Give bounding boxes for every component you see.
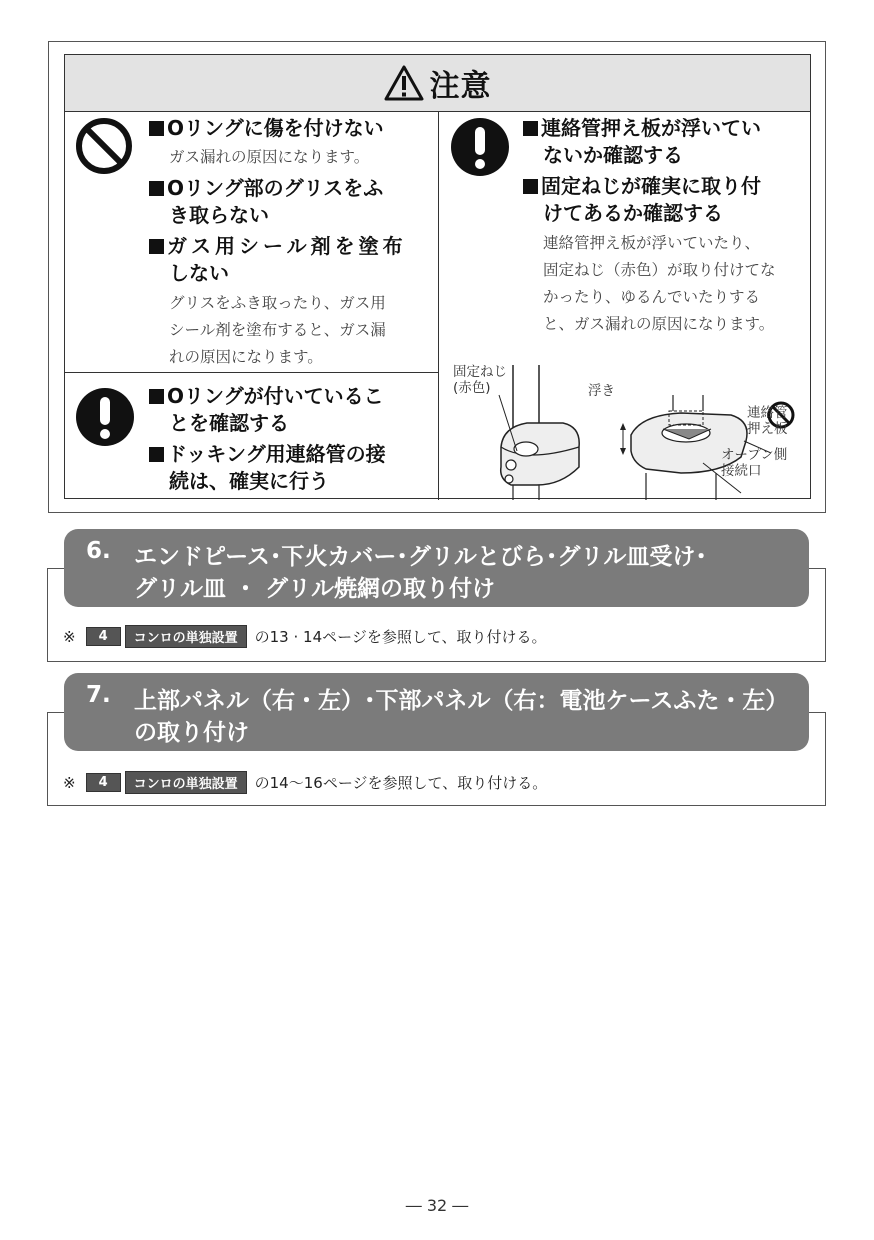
page-number: ― 32 ― — [405, 1196, 469, 1215]
caution-desc-gas-leak: ガス漏れの原因になります。 — [169, 148, 370, 166]
caution-desc-grease-line2: シール剤を塗布すると、ガス漏 — [169, 321, 386, 339]
section-6-note — [63, 625, 547, 648]
section-6-title-line2: グリル皿 ・ グリル焼網の取り付け — [134, 576, 496, 602]
caution-item-docking-cont: 続は、確実に行う — [169, 469, 329, 493]
section-7-title-line2: の取り付け — [134, 720, 249, 746]
caution-desc-grease-line3: れの原因になります。 — [169, 348, 323, 366]
caution-item-sealant: ガス用シール剤を塗布 — [149, 233, 407, 260]
reference-chapter-title: コンロの単独設置 — [125, 771, 247, 794]
label-open-port-cont: 接続口 — [721, 463, 762, 479]
caution-desc-grease-line1: グリスをふき取ったり、ガス用 — [169, 294, 386, 312]
caution-item-plate-float: 連絡管押え板が浮いてい — [523, 115, 761, 142]
caution-panel — [64, 54, 811, 499]
caution-desc-plate-line2: 固定ねじ（赤色）が取り付けてな — [543, 261, 776, 279]
row-divider — [65, 372, 438, 373]
prohibition-icon — [75, 117, 133, 175]
caution-desc-plate-line4: と、ガス漏れの原因になります。 — [543, 315, 775, 333]
label-float: 浮き — [588, 383, 615, 399]
caution-item-o-ring-scratch: Oリングに傷を付けない — [149, 115, 384, 142]
reference-chapter-badge: 4 — [86, 627, 121, 646]
label-open-port: オープン側 — [721, 447, 788, 463]
caution-item-sealant-cont: しない — [169, 261, 229, 285]
reference-chapter-badge: 4 — [86, 773, 121, 792]
caution-item-grease-cont: き取らない — [169, 203, 269, 227]
caution-item-o-ring-attached: Oリングが付いているこ — [149, 383, 384, 410]
note-mark: ※ — [63, 773, 76, 792]
note-text: の13 · 14ページを参照して、取り付ける。 — [254, 628, 547, 646]
label-fixing-screw: 固定ねじ — [453, 364, 507, 380]
caution-box — [48, 41, 826, 513]
exclamation-icon — [75, 387, 135, 447]
reference-chapter-title: コンロの単独設置 — [125, 625, 247, 648]
caution-item-screw-cont: けてあるか確認する — [543, 201, 723, 225]
caution-item-plate-float-cont: ないか確認する — [543, 143, 683, 167]
section-7-title-line1: 上部パネル（右・左）･下部パネル（右：電池ケースふた・左） — [134, 688, 789, 714]
caution-title: 注意 — [429, 69, 492, 104]
caution-item-o-ring-attached-cont: とを確認する — [169, 411, 289, 435]
caution-item-grease: Oリング部のグリスをふ — [149, 175, 383, 202]
caution-desc-plate-line1: 連絡管押え板が浮いていたり、 — [543, 234, 761, 252]
section-6-banner — [64, 529, 809, 607]
section-7-note — [63, 771, 547, 794]
column-divider — [438, 111, 439, 500]
warning-triangle-icon — [384, 65, 424, 101]
label-connecting-plate-cont: 押え板 — [747, 421, 788, 437]
caution-desc-plate-line3: かったり、ゆるんでいたりする — [543, 288, 761, 306]
caution-item-docking: ドッキング用連絡管の接 — [149, 441, 386, 468]
label-fixing-screw-color: (赤色) — [453, 380, 491, 396]
label-connecting-plate: 連絡管 — [747, 405, 788, 421]
section-6-number: 6. — [86, 538, 111, 564]
note-mark: ※ — [63, 627, 76, 646]
section-7-number: 7. — [86, 682, 111, 708]
section-6-title-line1: エンドピース･下火カバー･グリルとびら･グリル皿受け･ — [134, 544, 707, 570]
exclamation-icon — [450, 117, 510, 177]
caution-header — [65, 55, 810, 112]
caution-item-screw: 固定ねじが確実に取り付 — [523, 173, 761, 200]
note-text: の14～16ページを参照して、取り付ける。 — [254, 774, 548, 792]
section-7-banner — [64, 673, 809, 751]
